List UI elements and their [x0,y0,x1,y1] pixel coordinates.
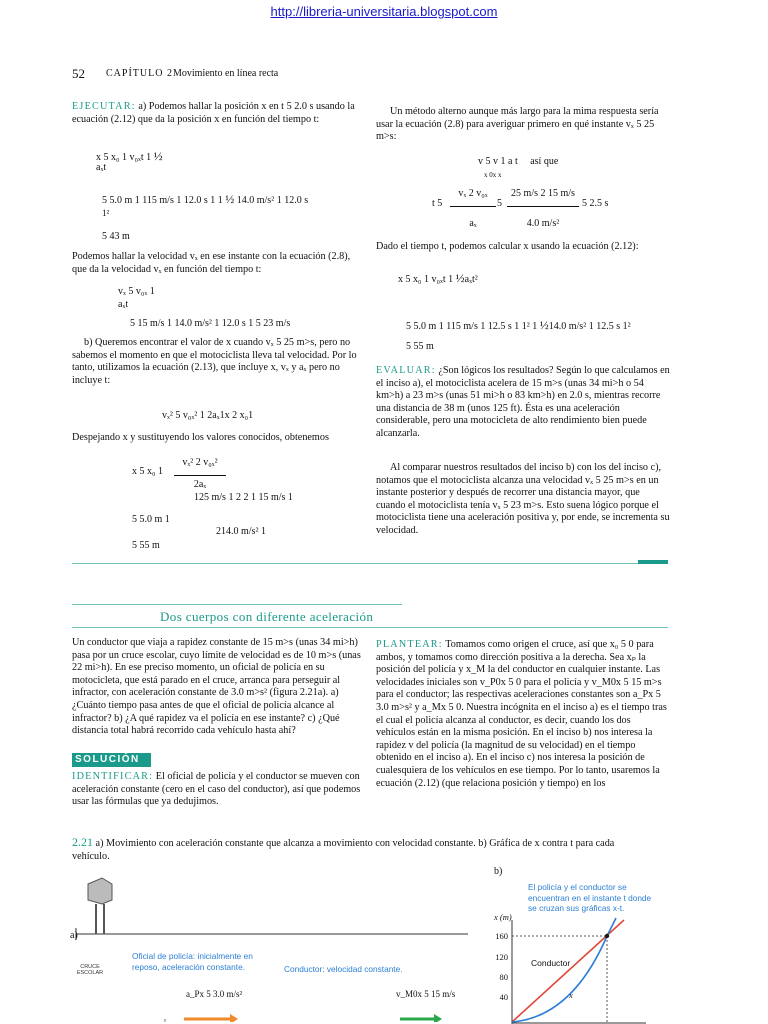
right-equation-2-lhs: t 5 [432,198,443,209]
example-top-rule [72,604,402,605]
figure-b-graph [486,912,646,1024]
equation-2a: vₓ 5 v₀ₓ 1 [118,286,155,297]
equation-1c: 5 5.0 m 1 115 m/s 1 12.0 s 1 1 ½ 14.0 m/s² 1 12.0 s [102,192,309,206]
police-acceleration-label: a_Px 5 3.0 m/s² [186,989,243,999]
y-tick-80: 80 [499,972,508,982]
equation-4b-denominator: 2aₓ [193,479,207,490]
school-sign-icon [88,878,112,904]
figure-b-label: b) [494,866,503,877]
evaluar-label: EVALUAR: [376,365,436,376]
figure-number: 2.21 [72,835,93,849]
page-number: 52 [72,66,85,81]
plantear-label: PLANTEAR: [376,639,443,650]
right-paragraph-4: Al comparar nuestros resultados del inciso b) con los del inciso c), notamos que el motociclista alcanza una velocidad vₓ 5 25 m>s en un instante posterior y después de recorrer una distancia mayor, que cuando el motociclista tenía vₓ 5 23 m>s. Esto suena lógico porque el motociclista tiene una aceleración positiva y, por ende, se incrementa su velocidad. [376,462,670,536]
right-equation-2-frac2: 25 m/s 2 15 m/s 4.0 m/s² [507,188,579,229]
equation-4b-numerator: vₓ² 2 v₀ₓ² [182,457,218,468]
solucion-badge: SOLUCIÓN [72,753,151,767]
example-title: Dos cuerpos con diferente aceleración [160,609,374,624]
chapter-title: Movimiento en línea recta [173,68,279,79]
chapter-label: CAPÍTULO 2 [106,68,173,79]
equation-1f: 5 43 m [102,231,130,242]
figure-a-label: a) [70,930,78,941]
equation-4e: 214.0 m/s² 1 [216,526,266,537]
plantear-paragraph [376,639,670,790]
police-curve [512,918,616,1022]
example-title-underline [72,627,668,628]
right-equation-1-subscripts: x 0x x [484,171,502,179]
equation-4d: 5 5.0 m 1 [132,514,170,525]
police-marker: ᵖ [164,1019,167,1022]
left-paragraph-1 [72,101,364,126]
example-end-rule [72,563,668,564]
police-curve-label: x [569,990,573,1000]
equation-4f: 5 55 m [132,540,160,551]
equation-4a: x 5 x₀ 1 [132,466,163,477]
equation-2b: aₓt [118,299,129,310]
right-paragraph-1: Un método alterno aunque más largo para la mima respuesta sería usar la ecuación (2.8) para averiguar primero en qué instante vₓ 5 25 m>s: [376,106,659,143]
police-arrow-head-icon [230,1014,238,1022]
ejecutar-text: a) Podemos hallar la posición x en t 5 2.0 s usando la ecuación (2.12) que da la posición x en función del tiempo t: [72,101,355,125]
equation-2c: 5 15 m/s 1 14.0 m/s² 1 12.0 s 1 5 23 m/s [130,318,291,329]
left-paragraph-2: Podemos hallar la velocidad vₓ en ese instante con la ecuación (2.8), que da la velocidad vₓ en función del tiempo t: [72,251,351,275]
right-paragraph-3 [376,365,670,441]
y-tick-120: 120 [495,952,508,962]
driver-description: Conductor: velocidad constante. [284,964,403,974]
police-description: Oficial de policía: inicialmente en reposo, aceleración constante. [132,951,253,972]
driver-curve-label: Conductor [531,958,571,968]
plantear-text: Tomamos como origen el cruce, así que x₀ 5 0 para ambos, y tomamos como dirección positiva a la derecha. Sea xₚ la posición del policía y x_M la del conductor en cualquier instante. Las velocidades iniciales son v_P0x 5 0 para el policía y v_M0x 5 15 m>s para el conductor; las respectivas aceleraciones constantes son a_Px 5 3.0 m>s² y a_Mx 5 0. Nuestra incógnita en el inciso a) es el tiempo tras el cual el policía alcanza al conductor, es decir, cuando los dos vehículos están en la misma posición. En el inciso b) nos interesa la rapidez v del policía (la magnitud de su velocidad) en el tiempo obtenido en el inciso a). En el inciso c) nos interesa la posición de cualesquiera de los vehículos en ese tiempo. Por lo tanto, usaremos la ecuación (2.12) (que relaciona posición y tiempo) en los [376,639,667,789]
y-tick-40: 40 [499,992,508,1002]
figure-caption [72,836,652,863]
identificar-label: IDENTIFICAR: [72,771,154,782]
example-end-marker [638,560,668,564]
intersection-point [605,934,609,938]
left-paragraph-4: Despejando x y sustituyendo los valores conocidos, obtenemos [72,432,329,443]
right-equation-5: 5 55 m [406,341,434,352]
figure-a-scene [72,872,472,1022]
source-url-link[interactable]: http://libreria-universitaria.blogspot.com [270,4,498,19]
left-paragraph-3: b) Queremos encontrar el valor de x cuando vₓ 5 25 m>s, pero no sabemos el momento en que el motociclista lleva tal velocidad. Por lo tanto, utilizamos la ecuación (2.13), que incluye x, vₓ y aₓ pero no incluye t: [72,337,357,386]
graph-annotation: El policía y el conductor se encuentran en el instante t donde se cruzan sus gráficas x-t. [528,882,652,913]
figure-caption-text: a) Movimiento con aceleración constante que alcanza a movimiento con velocidad constante. b) Gráfica de x contra t para cada vehículo. [72,838,615,862]
equation-4b [174,457,226,490]
example-statement: Un conductor que viaja a rapidez constante de 15 m>s (unas 34 mi>h) pasa por un cruce escolar, cuyo límite de velocidad es de 10 m>s (unas 22 mi>h). En ese preciso momento, un oficial de policía en su motocicleta, que está parado en el cruce, arranca para perseguir al infractor, con aceleración constante de 3.0 m>s² (figura 2.21a). a) ¿Cuánto tiempo pasa antes de que el oficial de policía alcance al infractor? b) ¿A qué rapidez va el policía en ese instante? c) ¿Qué distancia total habrá recorrido cada vehículo hasta ahí? [72,637,361,737]
equation-4c: 125 m/s 1 2 2 1 15 m/s 1 [194,492,293,503]
equation-1e: 1² [102,208,110,218]
identificar-paragraph [72,771,364,809]
y-tick-160: 160 [495,931,508,941]
equation-1b: aₓt [96,162,107,173]
graph-x-axis-label: x (m) [494,912,512,922]
driver-arrow-head-icon [434,1014,442,1022]
right-equation-2-mid: 5 [497,198,502,209]
right-equation-4: 5 5.0 m 1 115 m/s 1 12.5 s 1 1² 1 ½14.0 m/s² 1 12.5 s 1² [406,318,631,332]
equation-3: vₓ² 5 v₀ₓ² 1 2aₓ1x 2 x₀1 [162,410,254,421]
evaluar-text: ¿Son lógicos los resultados? Según lo que calculamos en el inciso a), el motociclista acelera de 15 m>s (unas 34 mi>h o 54 km>h) a 23 m>s (unas 51 mi>h o 83 km>h) en 2.0 s, mientras recorre una distancia de 38 m (unos 125 ft). Ésta es una aceleración considerable, pero una motocicleta de alto rendimiento bien puede alcanzarla. [376,365,670,439]
equation-1a: x 5 x₀ 1 v₀ₓt 1 ½ [96,149,163,163]
school-crossing-label: CRUCE ESCOLAR [76,964,104,976]
right-paragraph-2: Dado el tiempo t, podemos calcular x usando la ecuación (2.12): [376,241,639,252]
right-equation-2-frac1: vₓ 2 v₀ₓ aₓ [450,188,496,229]
ejecutar-label: EJECUTAR: [72,101,136,112]
right-equation-1: v 5 v 1 a t así que [478,156,559,167]
right-equation-3: x 5 x₀ 1 v₀ₓt 1 ½aₓt² [398,271,478,285]
driver-velocity-label: v_M0x 5 15 m/s [396,989,456,999]
right-equation-2-result: 5 2.5 s [582,198,609,209]
identificar-text: El oficial de policía y el conductor se mueven con aceleración constante (cero en el caso del conductor), así que podemos usar las fórmulas que ya dedujimos. [72,771,361,808]
